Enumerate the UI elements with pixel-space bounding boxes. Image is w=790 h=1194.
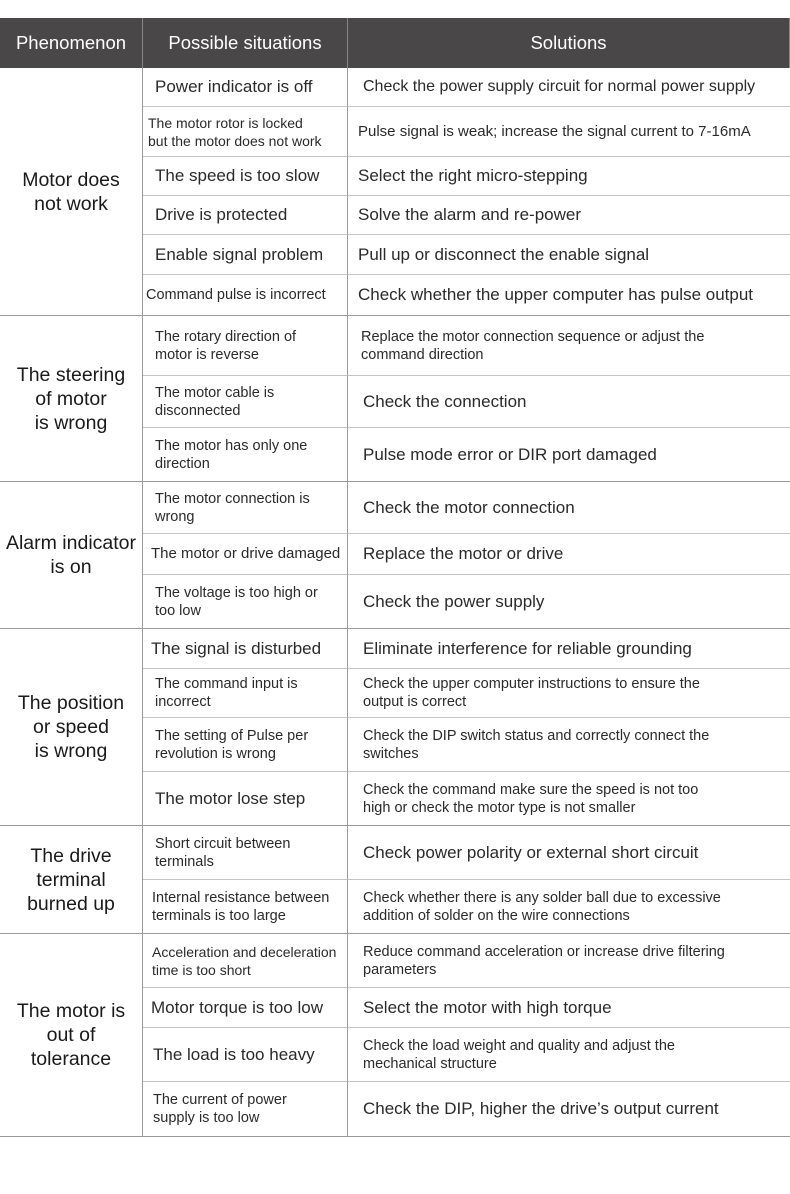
situation-cell: The voltage is too high or too low <box>143 575 348 629</box>
solution-cell: Check the power supply <box>348 575 790 629</box>
header-phenomenon: Phenomenon <box>0 18 143 68</box>
solution-cell: Check the power supply circuit for normal power supply <box>348 68 790 107</box>
phenomenon-cell: Motor does not work <box>0 68 143 316</box>
solution-cell: Pulse mode error or DIR port damaged <box>348 428 790 482</box>
situation-cell: Short circuit between terminals <box>143 826 348 880</box>
situation-cell: The motor connection is wrong <box>143 482 348 534</box>
header-solutions: Solutions <box>348 18 790 68</box>
phenomenon-cell: The motor is out of tolerance <box>0 934 143 1137</box>
solution-cell: Solve the alarm and re-power <box>348 196 790 235</box>
situation-cell: The speed is too slow <box>143 157 348 196</box>
situation-cell: The motor lose step <box>143 772 348 826</box>
situation-cell: Power indicator is off <box>143 68 348 107</box>
phenomenon-cell: The steering of motor is wrong <box>0 316 143 482</box>
situation-cell: The motor rotor is locked but the motor does not work <box>143 107 348 157</box>
phenomenon-cell: The drive terminal burned up <box>0 826 143 934</box>
header-situations: Possible situations <box>143 18 348 68</box>
solution-cell: Replace the motor connection sequence or adjust the command direction <box>348 316 790 376</box>
situation-cell: The command input is incorrect <box>143 669 348 718</box>
situation-cell: Enable signal problem <box>143 235 348 275</box>
troubleshooting-table <box>0 18 790 1137</box>
solution-cell: Eliminate interference for reliable grounding <box>348 629 790 669</box>
solution-cell: Select the motor with high torque <box>348 988 790 1028</box>
solution-cell: Check the DIP, higher the drive’s output current <box>348 1082 790 1137</box>
solution-cell: Pulse signal is weak; increase the signal current to 7-16mA <box>348 107 790 157</box>
solution-cell: Check the load weight and quality and adjust the mechanical structure <box>348 1028 790 1082</box>
situation-cell: Internal resistance between terminals is too large <box>143 880 348 934</box>
situation-cell: Motor torque is too low <box>143 988 348 1028</box>
solution-cell: Check whether there is any solder ball due to excessive addition of solder on the wire connections <box>348 880 790 934</box>
situation-cell: The setting of Pulse per revolution is wrong <box>143 718 348 772</box>
situation-cell: The signal is disturbed <box>143 629 348 669</box>
situation-cell: The motor has only one direction <box>143 428 348 482</box>
solution-cell: Check the command make sure the speed is not too high or check the motor type is not smaller <box>348 772 790 826</box>
situation-cell: Command pulse is incorrect <box>143 275 348 316</box>
situation-cell: The rotary direction of motor is reverse <box>143 316 348 376</box>
solution-cell: Check whether the upper computer has pulse output <box>348 275 790 316</box>
phenomenon-cell: Alarm indicator is on <box>0 482 143 629</box>
situation-cell: Acceleration and deceleration time is too short <box>143 934 348 988</box>
solution-cell: Check the upper computer instructions to ensure the output is correct <box>348 669 790 718</box>
situation-cell: The motor or drive damaged <box>143 534 348 575</box>
situation-cell: Drive is protected <box>143 196 348 235</box>
phenomenon-cell: The position or speed is wrong <box>0 629 143 826</box>
solution-cell: Select the right micro-stepping <box>348 157 790 196</box>
solution-cell: Pull up or disconnect the enable signal <box>348 235 790 275</box>
situation-cell: The current of power supply is too low <box>143 1082 348 1137</box>
situation-cell: The load is too heavy <box>143 1028 348 1082</box>
solution-cell: Check power polarity or external short circuit <box>348 826 790 880</box>
solution-cell: Check the motor connection <box>348 482 790 534</box>
solution-cell: Check the connection <box>348 376 790 428</box>
solution-cell: Check the DIP switch status and correctly connect the switches <box>348 718 790 772</box>
solution-cell: Replace the motor or drive <box>348 534 790 575</box>
situation-cell: The motor cable is disconnected <box>143 376 348 428</box>
solution-cell: Reduce command acceleration or increase drive filtering parameters <box>348 934 790 988</box>
